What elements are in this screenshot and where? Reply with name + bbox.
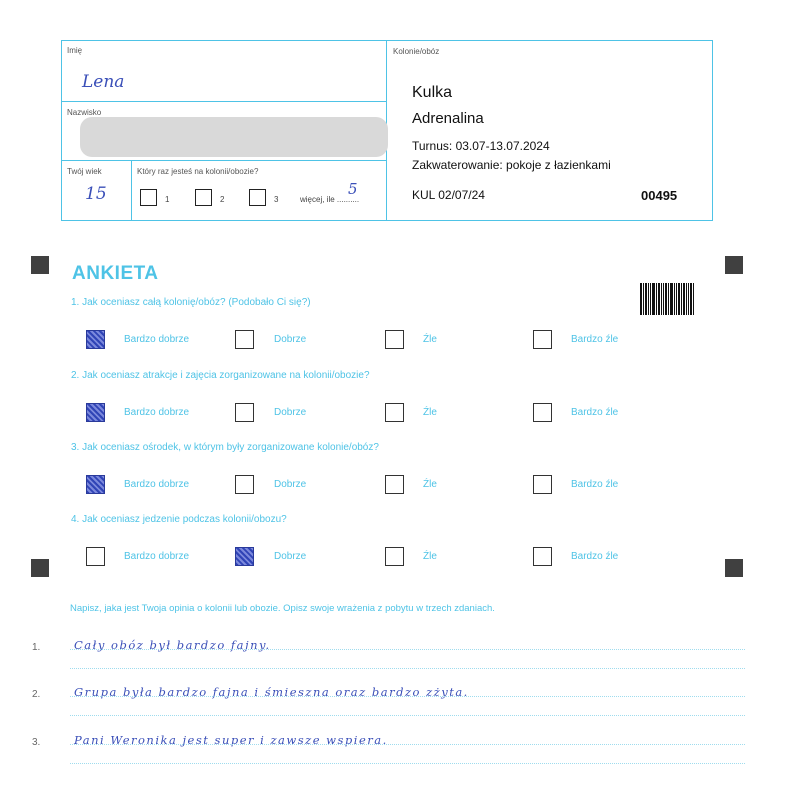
times-more-value: 5 [348, 180, 358, 198]
header-col-divider [131, 160, 132, 220]
times-label: Który raz jesteś na kolonii/obozie? [137, 167, 259, 176]
opinion-instruction: Napisz, jaka jest Twoja opinia o kolonii lub obozie. Opisz swoje wrażenia z pobytu w trzech zdaniach. [70, 603, 495, 614]
registration-marker [31, 256, 49, 274]
survey-option-label: Bardzo źle [571, 334, 619, 345]
survey-checkbox[interactable] [86, 547, 105, 566]
survey-option-label: Bardzo źle [571, 551, 619, 562]
survey-option-label: Bardzo dobrze [124, 479, 190, 490]
age-value: 15 [85, 184, 107, 204]
writing-line [70, 744, 745, 745]
camp-accommodation: Zakwaterowanie: pokoje z łazienkami [412, 158, 611, 172]
registration-marker [725, 256, 743, 274]
survey-checkbox[interactable] [235, 475, 254, 494]
survey-checkbox[interactable] [235, 403, 254, 422]
writing-line [70, 649, 745, 650]
camp-label: Kolonie/obóz [393, 47, 440, 56]
times-checkbox-2[interactable] [195, 189, 212, 206]
survey-question-text: 3. Jak oceniasz ośrodek, w którym były zorganizowane kolonie/obóz? [71, 442, 379, 453]
times-checkbox-1[interactable] [140, 189, 157, 206]
survey-option-label: Bardzo dobrze [124, 551, 190, 562]
times-option-label: 2 [220, 195, 225, 204]
survey-checkbox[interactable] [385, 475, 404, 494]
opinion-line-number: 3. [32, 737, 41, 748]
times-option-label: 3 [274, 195, 279, 204]
survey-checkbox[interactable] [235, 330, 254, 349]
name-label: Imię [67, 46, 83, 55]
survey-option-label: Bardzo źle [571, 479, 619, 490]
survey-option-label: Bardzo dobrze [124, 334, 190, 345]
camp-program: Adrenalina [412, 110, 484, 127]
survey-checkbox[interactable] [533, 330, 552, 349]
survey-checkbox[interactable] [86, 403, 105, 422]
times-checkbox-3[interactable] [249, 189, 266, 206]
barcode [640, 283, 695, 315]
writing-line [70, 668, 745, 669]
camp-turnus: Turnus: 03.07-13.07.2024 [412, 139, 550, 153]
survey-checkbox[interactable] [533, 475, 552, 494]
survey-option-label: Dobrze [274, 551, 307, 562]
form-number: 00495 [641, 188, 678, 203]
survey-option-label: Źle [423, 334, 437, 345]
survey-option-label: Dobrze [274, 334, 307, 345]
survey-option-label: Bardzo źle [571, 407, 619, 418]
survey-option-label: Źle [423, 479, 437, 490]
survey-question-text: 1. Jak oceniasz całą kolonię/obóz? (Podobało Ci się?) [71, 297, 311, 308]
registration-marker [725, 559, 743, 577]
registration-marker [31, 559, 49, 577]
survey-option-label: Bardzo dobrze [124, 407, 190, 418]
survey-question-text: 2. Jak oceniasz atrakcje i zajęcia zorganizowane na kolonii/obozie? [71, 370, 370, 381]
opinion-line-number: 1. [32, 642, 41, 653]
survey-checkbox[interactable] [533, 547, 552, 566]
survey-checkbox[interactable] [86, 330, 105, 349]
age-label: Twój wiek [67, 167, 102, 176]
times-option-label: 1 [165, 195, 170, 204]
survey-checkbox[interactable] [235, 547, 254, 566]
survey-option-label: Źle [423, 551, 437, 562]
opinion-handwritten-text: Grupa była bardzo fajna i śmieszna oraz bardzo zżyta. [74, 685, 469, 699]
survey-checkbox[interactable] [385, 330, 404, 349]
header-row-divider [61, 160, 387, 161]
surname-label: Nazwisko [67, 108, 102, 117]
survey-option-label: Źle [423, 407, 437, 418]
survey-title: ANKIETA [72, 263, 159, 284]
writing-line [70, 715, 745, 716]
writing-line [70, 763, 745, 764]
writing-line [70, 696, 745, 697]
survey-checkbox[interactable] [86, 475, 105, 494]
survey-checkbox[interactable] [533, 403, 552, 422]
camp-name: Kulka [412, 84, 453, 101]
surname-redacted [80, 117, 388, 157]
survey-option-label: Dobrze [274, 479, 307, 490]
header-row-divider [61, 101, 387, 102]
survey-checkbox[interactable] [385, 547, 404, 566]
opinion-handwritten-text: Cały obóz był bardzo fajny. [74, 638, 271, 652]
times-more-label: więcej, ile .......... [300, 195, 360, 204]
camp-code: KUL 02/07/24 [412, 188, 485, 202]
opinion-handwritten-text: Pani Weronika jest super i zawsze wspiera. [74, 733, 388, 747]
opinion-line-number: 2. [32, 689, 41, 700]
survey-question-text: 4. Jak oceniasz jedzenie podczas kolonii/obozu? [71, 514, 287, 525]
survey-option-label: Dobrze [274, 407, 307, 418]
name-value: Lena [82, 72, 125, 92]
survey-checkbox[interactable] [385, 403, 404, 422]
